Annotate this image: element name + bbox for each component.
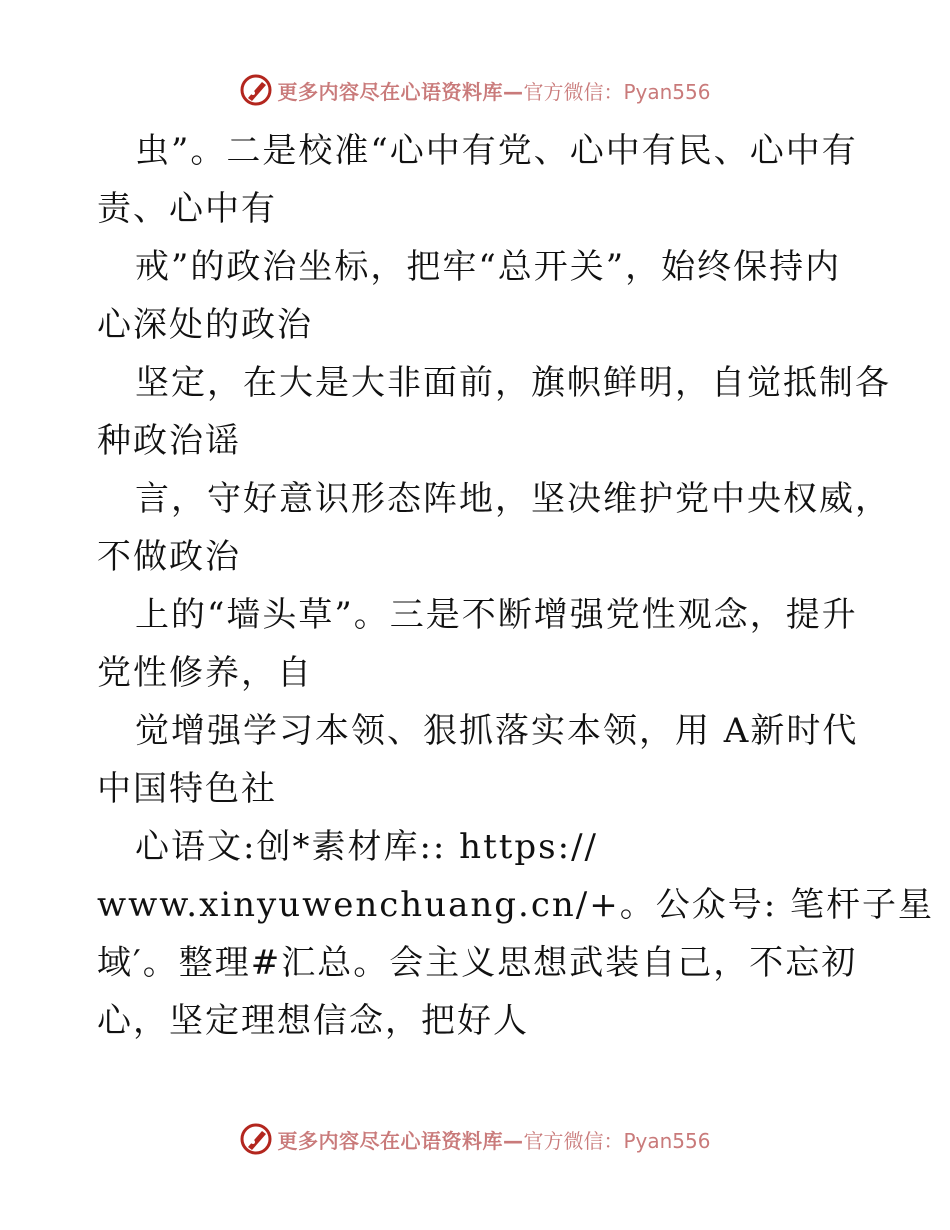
footer-banner-text: 更多内容尽在心语资料库— [277, 1128, 524, 1153]
text-line: 责、心中有 [97, 189, 277, 229]
header-banner[interactable] [0, 70, 950, 110]
body-text [97, 122, 934, 1050]
text-line: 不做政治 [97, 537, 241, 577]
pen-circle-logo-icon [239, 73, 273, 107]
text-line: 种政治谣 [97, 421, 241, 461]
footer-banner[interactable] [0, 1119, 950, 1159]
text-line: 域′。整理#汇总。会主义思想武装自己，不忘初 [97, 943, 858, 983]
pen-circle-logo-icon [239, 1122, 273, 1156]
text-line: 中国特色社 [97, 769, 277, 809]
text-line: 戒”的政治坐标，把牢“总开关”，始终保持内 [135, 247, 842, 287]
text-line: 上的“墙头草”。三是不断增强党性观念，提升 [135, 595, 858, 635]
text-line: 心深处的政治 [97, 305, 313, 345]
footer-banner-wechat: 官方微信：Pyan556 [523, 1128, 711, 1153]
text-line: 心，坚定理想信念，把好人 [97, 1001, 529, 1041]
text-line: 党性修养，自 [97, 653, 313, 693]
text-line: 言，守好意识形态阵地，坚决维护党中央权威， [135, 479, 891, 519]
text-line: www.xinyuwenchuang.cn/+。公众号: 笔杆子星 [97, 885, 934, 925]
header-banner-text: 更多内容尽在心语资料库— [277, 79, 524, 104]
text-line: 坚定，在大是大非面前，旗帜鲜明，自觉抵制各 [135, 363, 891, 403]
text-line: 虫”。二是校准“心中有党、心中有民、心中有 [135, 131, 858, 171]
text-line: 觉增强学习本领、狠抓落实本领，用 A新时代 [135, 711, 859, 751]
header-banner-wechat: 官方微信：Pyan556 [523, 79, 711, 104]
text-line: 心语文:创*素材库:: https:// [135, 827, 598, 867]
